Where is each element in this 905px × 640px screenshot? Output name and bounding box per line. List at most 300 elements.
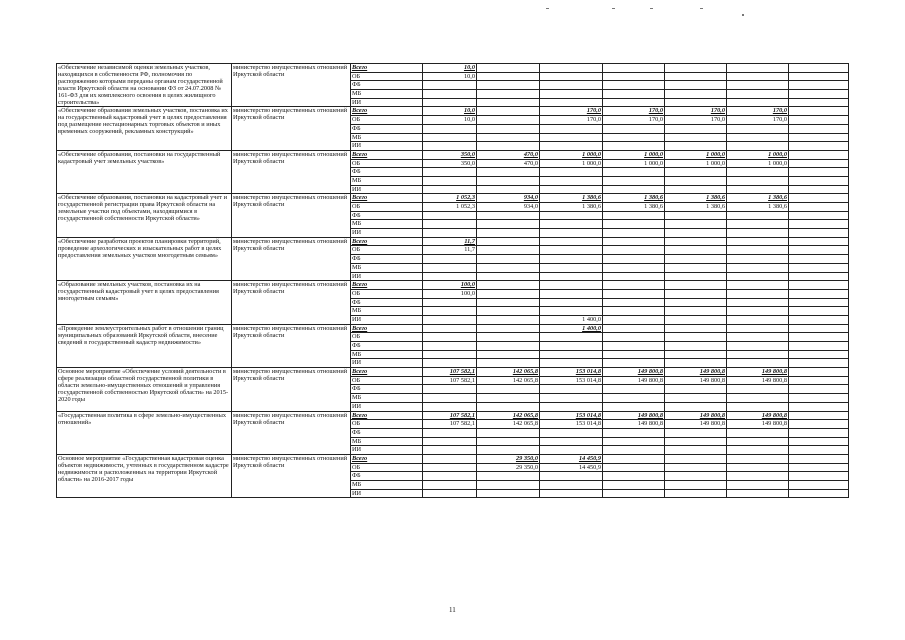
- amount-cell: [665, 463, 727, 472]
- amount-cell: 11,7: [423, 237, 477, 246]
- amount-cell: 470,0: [477, 159, 540, 168]
- amount-cell: [603, 298, 665, 307]
- amount-cell: [477, 350, 540, 359]
- funding-source: Всего: [351, 411, 423, 420]
- amount-cell: [540, 246, 603, 255]
- amount-cell: [665, 98, 727, 107]
- amount-cell: [665, 272, 727, 281]
- amount-cell: [789, 454, 849, 463]
- amount-cell: [603, 229, 665, 238]
- amount-cell: [540, 437, 603, 446]
- amount-cell: [603, 72, 665, 81]
- amount-cell: [727, 98, 789, 107]
- amount-cell: [665, 281, 727, 290]
- funding-source: ФБ: [351, 298, 423, 307]
- amount-cell: [540, 402, 603, 411]
- funding-source: ОБ: [351, 72, 423, 81]
- table-row: [57, 194, 849, 203]
- amount-cell: 1 380,6: [603, 203, 665, 212]
- amount-cell: 1 380,6: [603, 194, 665, 203]
- amount-cell: 142 065,8: [477, 376, 540, 385]
- amount-cell: [665, 185, 727, 194]
- amount-cell: [423, 333, 477, 342]
- amount-cell: [423, 229, 477, 238]
- amount-cell: 14 450,9: [540, 463, 603, 472]
- amount-cell: 149 800,8: [603, 411, 665, 420]
- amount-cell: [665, 176, 727, 185]
- table-row: [57, 281, 849, 290]
- amount-cell: [789, 81, 849, 90]
- amount-cell: [423, 307, 477, 316]
- amount-cell: [727, 446, 789, 455]
- amount-cell: [789, 98, 849, 107]
- amount-cell: [477, 281, 540, 290]
- amount-cell: 142 065,8: [477, 368, 540, 377]
- amount-cell: [477, 229, 540, 238]
- amount-cell: [789, 159, 849, 168]
- funding-source: МБ: [351, 350, 423, 359]
- scan-artifact: [700, 8, 703, 9]
- amount-cell: [603, 359, 665, 368]
- amount-cell: [423, 428, 477, 437]
- amount-cell: [603, 237, 665, 246]
- amount-cell: [423, 211, 477, 220]
- table-row: [57, 324, 849, 333]
- amount-cell: [540, 428, 603, 437]
- amount-cell: [665, 437, 727, 446]
- amount-cell: [727, 394, 789, 403]
- amount-cell: [727, 263, 789, 272]
- amount-cell: 149 800,8: [727, 420, 789, 429]
- amount-cell: [423, 359, 477, 368]
- amount-cell: [665, 428, 727, 437]
- amount-cell: [789, 368, 849, 377]
- funding-source: ОБ: [351, 463, 423, 472]
- activity-name: «Проведение землеустроительных работ в отношении границ муниципальных образований Иркутской области, внесение сведений в государственный кадастр недвижимости»: [57, 324, 232, 367]
- amount-cell: [423, 481, 477, 490]
- amount-cell: [423, 81, 477, 90]
- amount-cell: [665, 168, 727, 177]
- amount-cell: [603, 64, 665, 73]
- amount-cell: [477, 81, 540, 90]
- amount-cell: [540, 168, 603, 177]
- amount-cell: [603, 454, 665, 463]
- amount-cell: [727, 402, 789, 411]
- funding-source: ОБ: [351, 246, 423, 255]
- amount-cell: [789, 263, 849, 272]
- amount-cell: [477, 142, 540, 151]
- amount-cell: [789, 246, 849, 255]
- amount-cell: [603, 472, 665, 481]
- amount-cell: [727, 289, 789, 298]
- amount-cell: 142 065,8: [477, 420, 540, 429]
- amount-cell: [789, 124, 849, 133]
- amount-cell: [540, 81, 603, 90]
- amount-cell: [727, 72, 789, 81]
- amount-cell: [665, 72, 727, 81]
- amount-cell: [540, 472, 603, 481]
- amount-cell: 149 800,8: [665, 376, 727, 385]
- amount-cell: 170,0: [603, 116, 665, 125]
- funding-source: ФБ: [351, 211, 423, 220]
- amount-cell: [789, 359, 849, 368]
- amount-cell: [477, 289, 540, 298]
- amount-cell: [477, 263, 540, 272]
- amount-cell: [603, 446, 665, 455]
- amount-cell: 1 000,0: [665, 159, 727, 168]
- amount-cell: [727, 315, 789, 324]
- amount-cell: [727, 281, 789, 290]
- amount-cell: 1 000,0: [727, 150, 789, 159]
- amount-cell: 100,0: [423, 289, 477, 298]
- amount-cell: [727, 324, 789, 333]
- amount-cell: [423, 142, 477, 151]
- amount-cell: [727, 64, 789, 73]
- amount-cell: [727, 307, 789, 316]
- table-row: [57, 237, 849, 246]
- amount-cell: [423, 90, 477, 99]
- amount-cell: [540, 298, 603, 307]
- amount-cell: [423, 437, 477, 446]
- funding-source: МБ: [351, 263, 423, 272]
- amount-cell: [423, 298, 477, 307]
- amount-cell: [789, 176, 849, 185]
- funding-source: Всего: [351, 454, 423, 463]
- amount-cell: [789, 463, 849, 472]
- amount-cell: [603, 481, 665, 490]
- amount-cell: [665, 350, 727, 359]
- activity-name: «Обеспечение разработки проектов планировки территорий, проведение археологических и изыскательных работ в целях предоставления земельных участков многодетным семьям»: [57, 237, 232, 280]
- amount-cell: [423, 472, 477, 481]
- funding-source: ФБ: [351, 124, 423, 133]
- amount-cell: 14 450,9: [540, 454, 603, 463]
- amount-cell: [789, 315, 849, 324]
- amount-cell: [665, 229, 727, 238]
- amount-cell: [423, 315, 477, 324]
- funding-source: ФБ: [351, 168, 423, 177]
- amount-cell: [603, 342, 665, 351]
- amount-cell: 1 380,6: [540, 203, 603, 212]
- amount-cell: 1 052,3: [423, 203, 477, 212]
- amount-cell: [477, 185, 540, 194]
- amount-cell: [789, 168, 849, 177]
- funding-source: Всего: [351, 107, 423, 116]
- amount-cell: [789, 133, 849, 142]
- amount-cell: [665, 298, 727, 307]
- amount-cell: [477, 107, 540, 116]
- responsible-executor: министерство имущественных отношений Иркутской области: [232, 324, 351, 367]
- amount-cell: [727, 81, 789, 90]
- amount-cell: [603, 211, 665, 220]
- amount-cell: [540, 124, 603, 133]
- amount-cell: [727, 176, 789, 185]
- amount-cell: 170,0: [727, 116, 789, 125]
- amount-cell: [423, 185, 477, 194]
- amount-cell: [477, 489, 540, 498]
- amount-cell: [789, 298, 849, 307]
- page-number: 11: [449, 606, 456, 614]
- amount-cell: [727, 211, 789, 220]
- amount-cell: [423, 168, 477, 177]
- amount-cell: 170,0: [665, 116, 727, 125]
- amount-cell: [789, 72, 849, 81]
- activity-name: «Государственная политика в сфере земельно-имущественных отношений»: [57, 411, 232, 454]
- amount-cell: 149 800,8: [665, 368, 727, 377]
- activity-name: Основное мероприятие «Государственная кадастровая оценка объектов недвижимости, учтенных в государственном кадастре недвижимости и расположенных на территории Иркутской области» на 2016-2017 годы: [57, 454, 232, 497]
- funding-source: Всего: [351, 237, 423, 246]
- amount-cell: [665, 402, 727, 411]
- amount-cell: [727, 342, 789, 351]
- amount-cell: [603, 324, 665, 333]
- amount-cell: [423, 385, 477, 394]
- amount-cell: 149 800,8: [727, 368, 789, 377]
- amount-cell: [727, 385, 789, 394]
- amount-cell: [477, 315, 540, 324]
- amount-cell: [603, 90, 665, 99]
- amount-cell: [540, 90, 603, 99]
- amount-cell: [540, 481, 603, 490]
- amount-cell: 10,0: [423, 107, 477, 116]
- amount-cell: [477, 220, 540, 229]
- amount-cell: [727, 472, 789, 481]
- amount-cell: [540, 342, 603, 351]
- amount-cell: [603, 185, 665, 194]
- table-row: [57, 454, 849, 463]
- amount-cell: [477, 481, 540, 490]
- amount-cell: [603, 402, 665, 411]
- amount-cell: 1 000,0: [603, 159, 665, 168]
- amount-cell: [603, 263, 665, 272]
- amount-cell: [603, 289, 665, 298]
- amount-cell: [603, 272, 665, 281]
- amount-cell: [789, 394, 849, 403]
- amount-cell: [477, 211, 540, 220]
- funding-source: Всего: [351, 64, 423, 73]
- amount-cell: [603, 385, 665, 394]
- amount-cell: [603, 315, 665, 324]
- amount-cell: [477, 333, 540, 342]
- amount-cell: [540, 220, 603, 229]
- activity-name: «Обеспечение образования, постановки на государственный кадастровый учет земельных участков»: [57, 150, 232, 193]
- amount-cell: [789, 203, 849, 212]
- amount-cell: 149 800,8: [665, 420, 727, 429]
- amount-cell: 29 350,0: [477, 454, 540, 463]
- amount-cell: [727, 359, 789, 368]
- amount-cell: [603, 176, 665, 185]
- amount-cell: [477, 72, 540, 81]
- amount-cell: [540, 333, 603, 342]
- amount-cell: [540, 142, 603, 151]
- amount-cell: [789, 64, 849, 73]
- amount-cell: [665, 142, 727, 151]
- responsible-executor: министерство имущественных отношений Иркутской области: [232, 368, 351, 411]
- amount-cell: 149 800,8: [727, 411, 789, 420]
- amount-cell: [789, 411, 849, 420]
- amount-cell: [540, 385, 603, 394]
- amount-cell: [477, 133, 540, 142]
- funding-source: ИИ: [351, 229, 423, 238]
- amount-cell: [477, 168, 540, 177]
- amount-cell: [540, 359, 603, 368]
- amount-cell: 100,0: [423, 281, 477, 290]
- amount-cell: [603, 281, 665, 290]
- responsible-executor: министерство имущественных отношений Иркутской области: [232, 281, 351, 324]
- funding-source: ОБ: [351, 333, 423, 342]
- amount-cell: [540, 350, 603, 359]
- table-row: [57, 368, 849, 377]
- amount-cell: [477, 90, 540, 99]
- scan-artifact: [742, 14, 744, 16]
- amount-cell: [540, 229, 603, 238]
- amount-cell: [603, 133, 665, 142]
- amount-cell: [727, 489, 789, 498]
- funding-source: ИИ: [351, 98, 423, 107]
- amount-cell: [540, 72, 603, 81]
- amount-cell: [477, 272, 540, 281]
- funding-source: ИИ: [351, 142, 423, 151]
- funding-source: ИИ: [351, 185, 423, 194]
- funding-source: ФБ: [351, 81, 423, 90]
- amount-cell: [423, 220, 477, 229]
- amount-cell: [665, 81, 727, 90]
- amount-cell: 29 350,0: [477, 463, 540, 472]
- amount-cell: [477, 472, 540, 481]
- amount-cell: [603, 437, 665, 446]
- amount-cell: [789, 420, 849, 429]
- amount-cell: [727, 229, 789, 238]
- amount-cell: [789, 194, 849, 203]
- funding-source: Всего: [351, 194, 423, 203]
- amount-cell: [665, 263, 727, 272]
- funding-source: Всего: [351, 281, 423, 290]
- amount-cell: [665, 211, 727, 220]
- responsible-executor: министерство имущественных отношений Иркутской области: [232, 107, 351, 150]
- amount-cell: [665, 324, 727, 333]
- amount-cell: [665, 307, 727, 316]
- amount-cell: 1 000,0: [540, 159, 603, 168]
- amount-cell: [727, 168, 789, 177]
- amount-cell: [789, 150, 849, 159]
- amount-cell: [789, 446, 849, 455]
- amount-cell: [477, 359, 540, 368]
- amount-cell: [477, 394, 540, 403]
- amount-cell: [423, 446, 477, 455]
- amount-cell: 153 014,8: [540, 368, 603, 377]
- amount-cell: [727, 220, 789, 229]
- amount-cell: [789, 376, 849, 385]
- amount-cell: [477, 246, 540, 255]
- amount-cell: [540, 237, 603, 246]
- responsible-executor: министерство имущественных отношений Иркутской области: [232, 194, 351, 237]
- amount-cell: 153 014,8: [540, 420, 603, 429]
- amount-cell: [789, 402, 849, 411]
- funding-source: МБ: [351, 437, 423, 446]
- amount-cell: [789, 489, 849, 498]
- amount-cell: [603, 246, 665, 255]
- table-row: [57, 150, 849, 159]
- amount-cell: 153 014,8: [540, 376, 603, 385]
- amount-cell: [423, 489, 477, 498]
- amount-cell: [727, 90, 789, 99]
- funding-source: ИИ: [351, 315, 423, 324]
- amount-cell: [727, 437, 789, 446]
- amount-cell: [477, 98, 540, 107]
- activity-name: «Образование земельных участков, постановка их на государственный кадастровый учет в целях предоставления многодетным семьям»: [57, 281, 232, 324]
- amount-cell: [540, 281, 603, 290]
- funding-source: МБ: [351, 90, 423, 99]
- amount-cell: [665, 342, 727, 351]
- amount-cell: [540, 211, 603, 220]
- funding-source: МБ: [351, 481, 423, 490]
- amount-cell: [540, 64, 603, 73]
- amount-cell: [665, 315, 727, 324]
- amount-cell: [540, 446, 603, 455]
- amount-cell: [789, 481, 849, 490]
- amount-cell: [727, 246, 789, 255]
- amount-cell: [789, 289, 849, 298]
- amount-cell: [727, 298, 789, 307]
- amount-cell: [477, 446, 540, 455]
- amount-cell: [727, 481, 789, 490]
- amount-cell: [540, 307, 603, 316]
- amount-cell: [727, 142, 789, 151]
- amount-cell: 153 014,8: [540, 411, 603, 420]
- amount-cell: [477, 124, 540, 133]
- amount-cell: 107 582,1: [423, 376, 477, 385]
- scan-artifact: [650, 8, 653, 9]
- amount-cell: [665, 359, 727, 368]
- funding-source: МБ: [351, 133, 423, 142]
- funding-source: ОБ: [351, 203, 423, 212]
- amount-cell: [789, 116, 849, 125]
- amount-cell: [665, 446, 727, 455]
- amount-cell: [665, 124, 727, 133]
- amount-cell: 10,0: [423, 116, 477, 125]
- amount-cell: [727, 272, 789, 281]
- amount-cell: [603, 333, 665, 342]
- amount-cell: [423, 124, 477, 133]
- amount-cell: 1 000,0: [727, 159, 789, 168]
- funding-source: ОБ: [351, 116, 423, 125]
- amount-cell: 1 380,6: [665, 203, 727, 212]
- amount-cell: [540, 489, 603, 498]
- amount-cell: [665, 481, 727, 490]
- amount-cell: [423, 176, 477, 185]
- scan-artifact: [546, 8, 549, 9]
- amount-cell: [665, 385, 727, 394]
- amount-cell: [477, 64, 540, 73]
- amount-cell: [665, 454, 727, 463]
- amount-cell: [423, 98, 477, 107]
- amount-cell: 149 800,8: [603, 368, 665, 377]
- funding-source: МБ: [351, 220, 423, 229]
- amount-cell: 1 380,6: [727, 194, 789, 203]
- amount-cell: [540, 255, 603, 264]
- amount-cell: [603, 220, 665, 229]
- amount-cell: [603, 168, 665, 177]
- funding-source: ОБ: [351, 289, 423, 298]
- responsible-executor: министерство имущественных отношений Иркутской области: [232, 411, 351, 454]
- funding-source: ИИ: [351, 446, 423, 455]
- amount-cell: [789, 472, 849, 481]
- amount-cell: 170,0: [540, 116, 603, 125]
- amount-cell: [603, 463, 665, 472]
- table-row: [57, 411, 849, 420]
- activity-name: Основное мероприятие «Обеспечение условий деятельности в сфере реализации областной государственной политики в области земельно-имущественных отношений и управления государственной собственностью Иркутской области» на 2015-2020 годы: [57, 368, 232, 411]
- amount-cell: [540, 272, 603, 281]
- amount-cell: [540, 263, 603, 272]
- amount-cell: [477, 437, 540, 446]
